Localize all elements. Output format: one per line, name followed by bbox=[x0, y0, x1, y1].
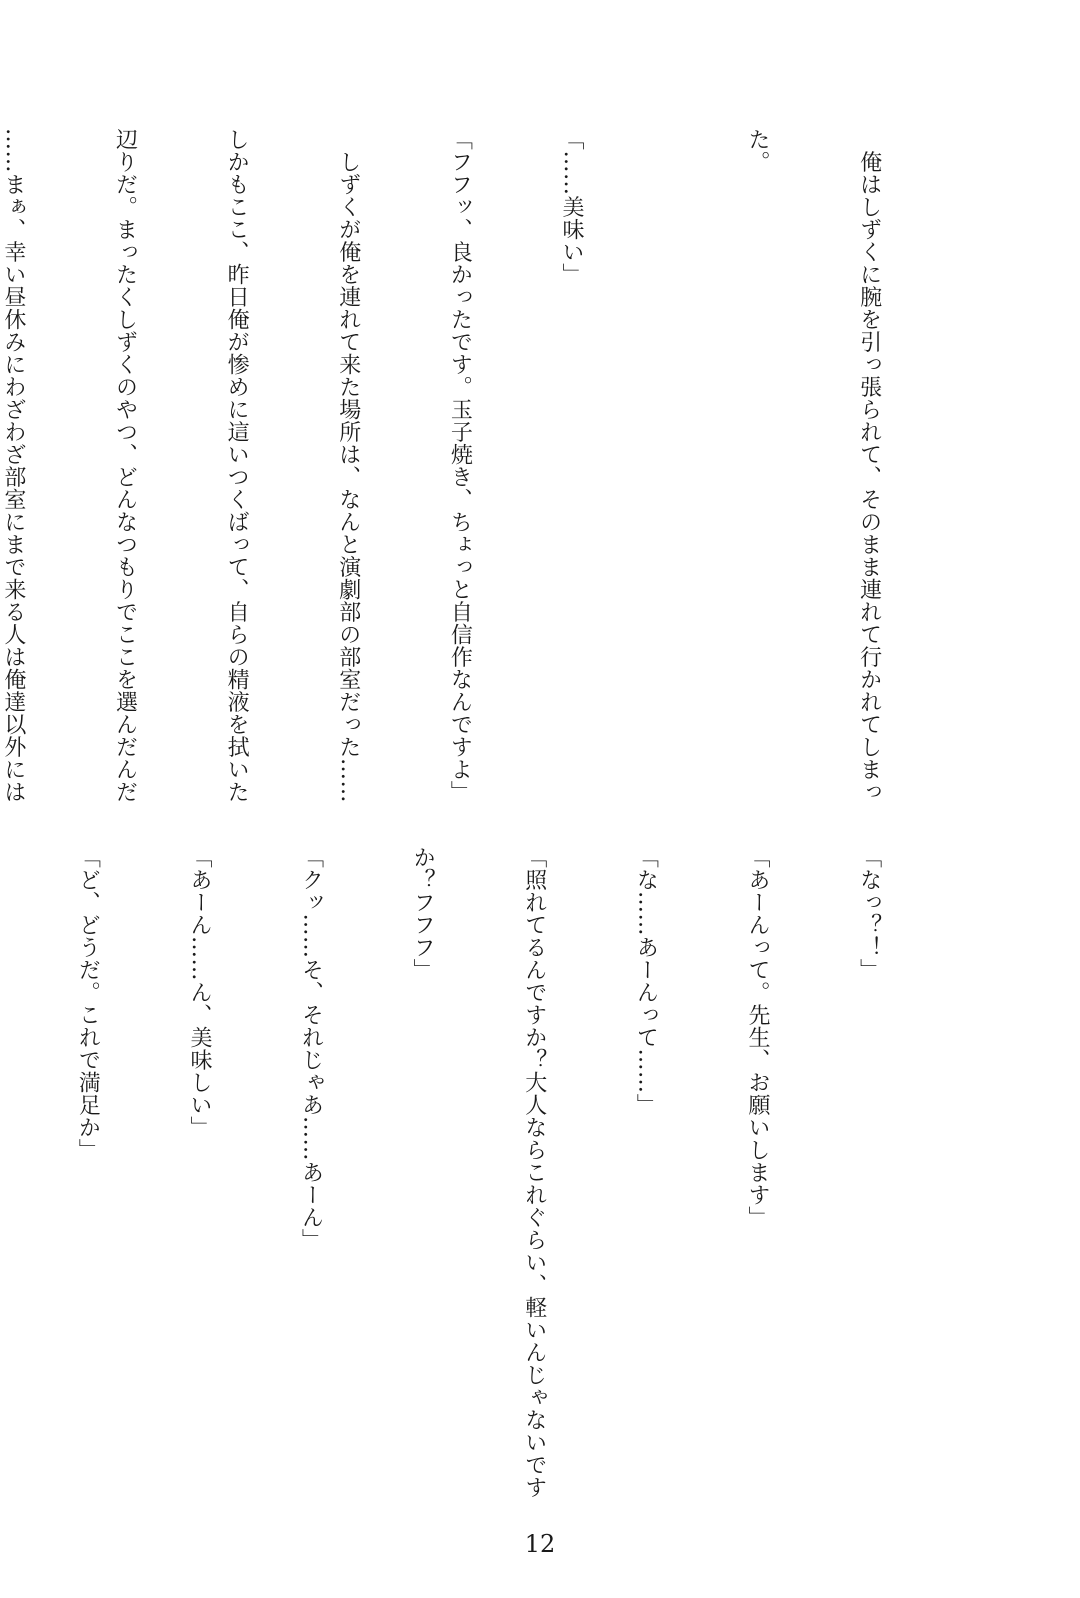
text-line: た。 bbox=[744, 128, 770, 173]
text-line: 「あーんって。先生、お願いします」 bbox=[744, 846, 770, 1229]
text-block-top bbox=[0, 128, 962, 803]
text-line: 「フフッ、良かったです。玉子焼き、ちょっと自信作なんですよ」 bbox=[447, 128, 473, 803]
text-line: 「ど、どうだ。これで満足か」 bbox=[75, 846, 101, 1161]
text-line: しずくが俺を連れて来た場所は、なんと演劇部の部室だった…… bbox=[335, 128, 361, 803]
text-line: 辺りだ。まったくしずくのやつ、どんなつもりでここを選んだんだ bbox=[112, 128, 138, 803]
text-line: 「な……あーんって……」 bbox=[633, 846, 659, 1116]
text-line: しかもここ、昨日俺が惨めに這いつくばって、自らの精液を拭いた bbox=[224, 128, 250, 803]
text-line: 「あーん……ん、美味しい」 bbox=[186, 846, 212, 1139]
text-line: か？フフフ」 bbox=[410, 846, 436, 981]
text-line: 「クッ……そ、それじゃあ……あーん」 bbox=[298, 846, 324, 1251]
text-line: 「なっ？！」 bbox=[856, 846, 882, 981]
page-number: 12 bbox=[524, 1530, 556, 1558]
text-line: ……まぁ、幸い昼休みにわざわざ部室にまで来る人は俺達以外には bbox=[0, 128, 26, 803]
text-line: 「照れてるんですか？大人ならこれぐらい、軽いんじゃないです bbox=[521, 846, 547, 1499]
text-line: 「……美味い」 bbox=[558, 128, 584, 286]
text-line: 俺はしずくに腕を引っ張られて、そのまま連れて行かれてしまっ bbox=[856, 128, 882, 803]
text-block-bottom bbox=[75, 846, 962, 1504]
